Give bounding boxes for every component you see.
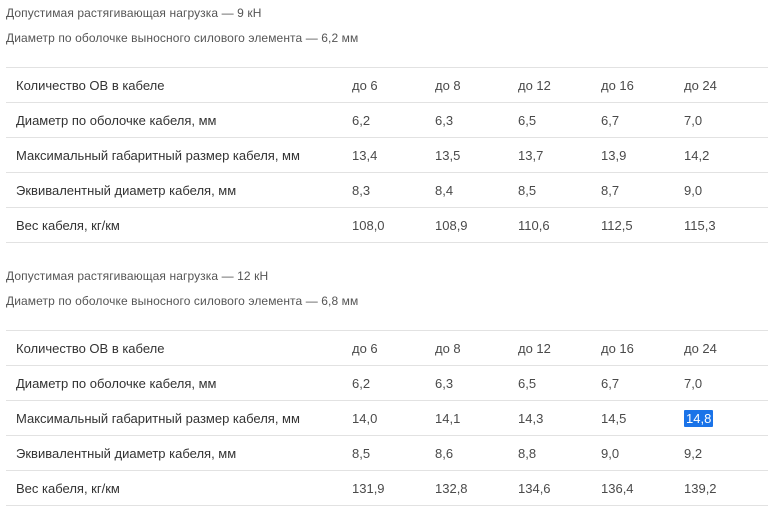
- row-value: до 24: [684, 331, 768, 366]
- row-value: 14,0: [352, 401, 435, 436]
- spacer-1: [0, 45, 777, 67]
- table-row: [6, 436, 768, 471]
- selected-text: 14,8: [686, 410, 712, 426]
- table-row: [6, 173, 768, 208]
- row-label: Эквивалентный диаметр кабеля, мм: [6, 173, 352, 208]
- row-value: 7,0: [684, 366, 768, 401]
- row-value: 13,7: [518, 138, 601, 173]
- row-value: 13,5: [435, 138, 518, 173]
- row-label: Диаметр по оболочке кабеля, мм: [6, 103, 352, 138]
- spec-table-2-body: [6, 331, 768, 506]
- section-1-diameter-note: Диаметр по оболочке выносного силового элемента — 6,2 мм: [6, 31, 359, 45]
- row-label: Вес кабеля, кг/км: [6, 471, 352, 506]
- row-value: 108,9: [435, 208, 518, 243]
- row-label: Максимальный габаритный размер кабеля, мм: [6, 401, 352, 436]
- row-value: 9,0: [601, 436, 684, 471]
- row-value: до 6: [352, 331, 435, 366]
- row-value: до 8: [435, 331, 518, 366]
- spec-table-2: [6, 330, 768, 506]
- row-value: 6,3: [435, 103, 518, 138]
- table-row: [6, 68, 768, 103]
- row-value: 132,8: [435, 471, 518, 506]
- row-label: Максимальный габаритный размер кабеля, мм: [6, 138, 352, 173]
- spacer-3: [0, 308, 777, 330]
- table-row: [6, 208, 768, 243]
- table-row: [6, 103, 768, 138]
- row-value: 14,2: [684, 138, 768, 173]
- row-value: 6,3: [435, 366, 518, 401]
- row-value: 8,5: [352, 436, 435, 471]
- row-value: 13,9: [601, 138, 684, 173]
- row-value: 9,0: [684, 173, 768, 208]
- row-value: 14,1: [435, 401, 518, 436]
- row-value: до 8: [435, 68, 518, 103]
- row-value: 13,4: [352, 138, 435, 173]
- table-row: [6, 471, 768, 506]
- row-value: 8,3: [352, 173, 435, 208]
- row-value: 6,5: [518, 103, 601, 138]
- row-value: 14,5: [601, 401, 684, 436]
- row-value: 115,3: [684, 208, 768, 243]
- row-value: 108,0: [352, 208, 435, 243]
- row-label: Вес кабеля, кг/км: [6, 208, 352, 243]
- section-1-load-note: Допустимая растягивающая нагрузка — 9 кН: [6, 6, 262, 20]
- row-value: 6,5: [518, 366, 601, 401]
- row-value: 110,6: [518, 208, 601, 243]
- row-value-selected[interactable]: [684, 401, 768, 436]
- row-value: 8,8: [518, 436, 601, 471]
- row-value: 6,7: [601, 103, 684, 138]
- row-value: 6,2: [352, 366, 435, 401]
- spec-table-1-body: [6, 68, 768, 243]
- table-row: [6, 331, 768, 366]
- row-value: до 16: [601, 68, 684, 103]
- row-value: 7,0: [684, 103, 768, 138]
- row-value: 8,4: [435, 173, 518, 208]
- row-value: 14,3: [518, 401, 601, 436]
- row-value: до 24: [684, 68, 768, 103]
- spacer-2: [0, 243, 777, 269]
- table-row: [6, 138, 768, 173]
- row-value: 8,7: [601, 173, 684, 208]
- row-label: Диаметр по оболочке кабеля, мм: [6, 366, 352, 401]
- row-value: 136,4: [601, 471, 684, 506]
- spec-table-1: [6, 67, 768, 243]
- row-value: 6,2: [352, 103, 435, 138]
- row-value: 8,6: [435, 436, 518, 471]
- row-value: до 16: [601, 331, 684, 366]
- row-value: до 6: [352, 68, 435, 103]
- row-value: 6,7: [601, 366, 684, 401]
- section-2-load-note: Допустимая растягивающая нагрузка — 12 кН: [6, 269, 269, 283]
- row-value: 112,5: [601, 208, 684, 243]
- row-label: Количество ОВ в кабеле: [6, 68, 352, 103]
- row-value: до 12: [518, 68, 601, 103]
- section-2-diameter-note: Диаметр по оболочке выносного силового элемента — 6,8 мм: [6, 294, 359, 308]
- row-value: 134,6: [518, 471, 601, 506]
- row-label: Количество ОВ в кабеле: [6, 331, 352, 366]
- table-row: [6, 366, 768, 401]
- row-value: 8,5: [518, 173, 601, 208]
- row-value: 139,2: [684, 471, 768, 506]
- row-label: Эквивалентный диаметр кабеля, мм: [6, 436, 352, 471]
- row-value: 9,2: [684, 436, 768, 471]
- row-value: до 12: [518, 331, 601, 366]
- row-value: 131,9: [352, 471, 435, 506]
- table-row: [6, 401, 768, 436]
